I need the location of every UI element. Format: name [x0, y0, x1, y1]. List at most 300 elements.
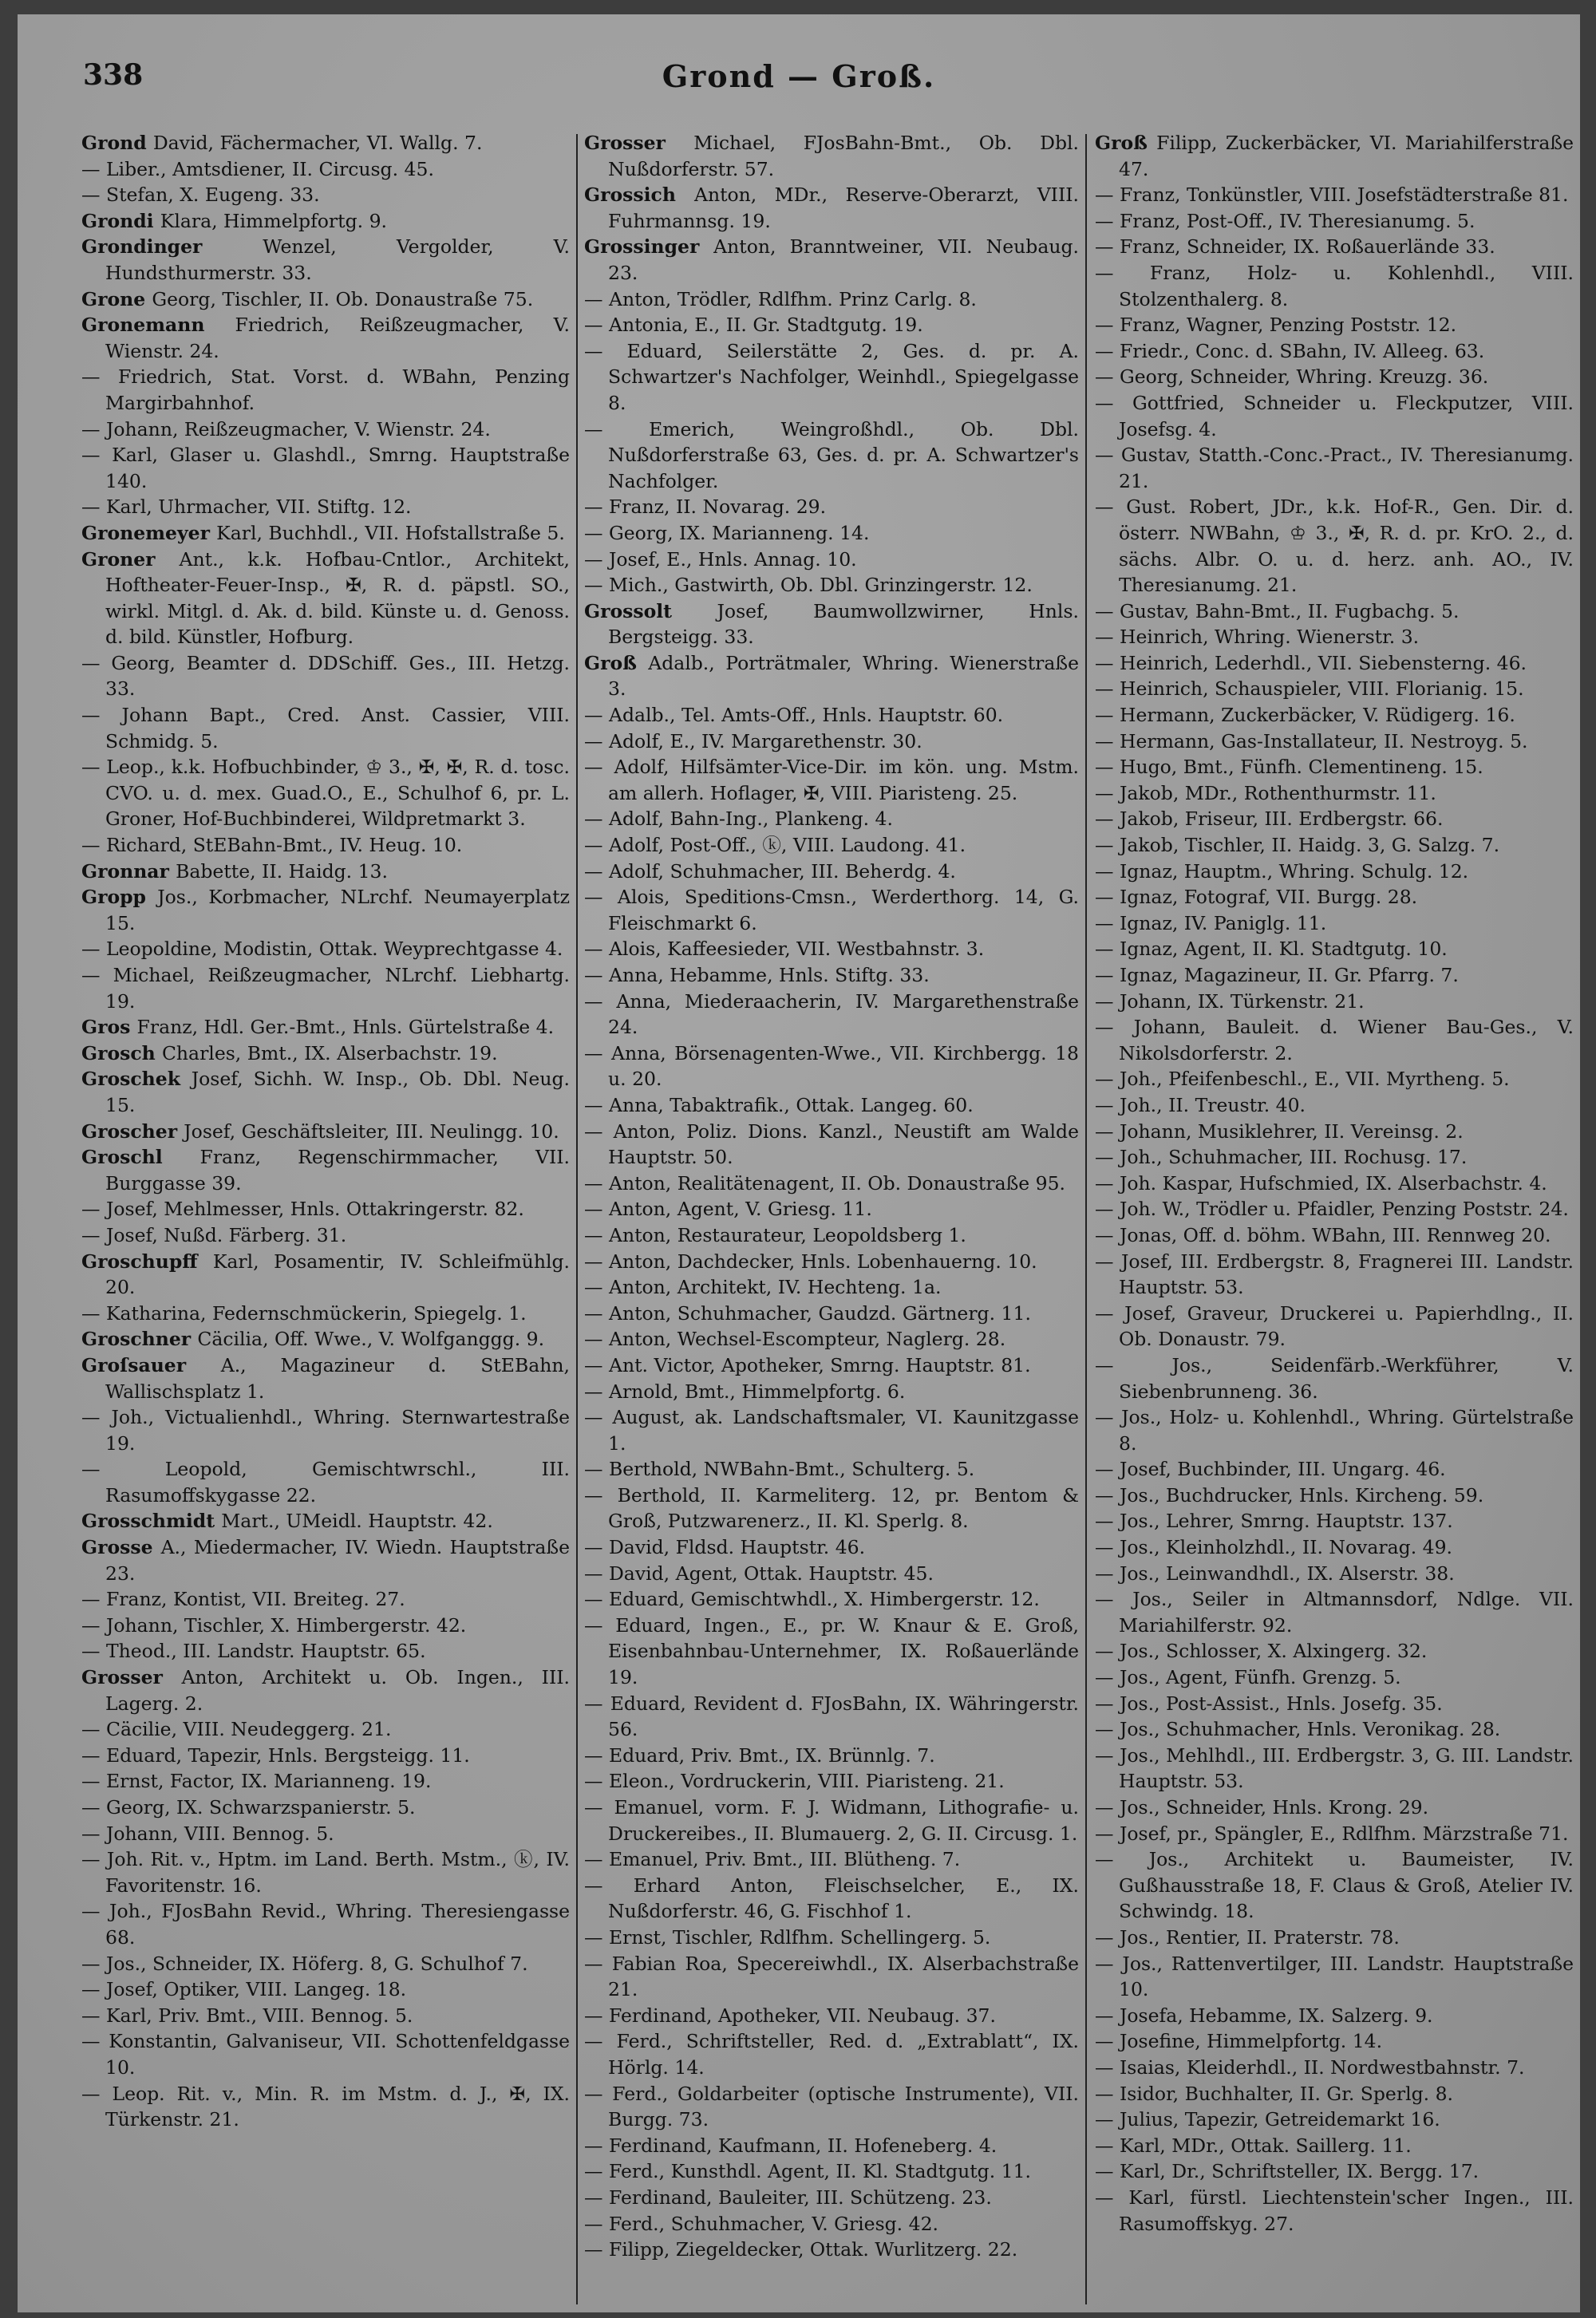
- directory-entry: [1095, 2055, 1574, 2081]
- directory-entry: [81, 1743, 570, 1769]
- entry-text: — Jonas, Off. d. böhm. WBahn, III. Rennweg 20.: [1095, 1223, 1551, 1246]
- directory-entry: [584, 702, 1079, 729]
- entry-text: — Eduard, Tapezir, Hnls. Bergsteigg. 11.: [81, 1743, 470, 1767]
- directory-column-2: [584, 130, 1079, 2263]
- directory-entry: [1095, 624, 1574, 650]
- entry-text: — Jos., Buchdrucker, Hnls. Kircheng. 59.: [1095, 1483, 1484, 1507]
- entry-text: — Josef, E., Hnls. Annag. 10.: [584, 547, 857, 571]
- entry-text: — Eduard, Revident d. FJosBahn, IX. Währingerstr. 56.: [584, 1692, 1079, 1741]
- entry-text: — Karl, Glaser u. Glashdl., Smrng. Hauptstraße 140.: [81, 444, 570, 492]
- directory-entry: [584, 1222, 1079, 1249]
- entry-surname: Groß: [1095, 132, 1157, 154]
- entry-text: — Anna, Tabaktrafik., Ottak. Langeg. 60.: [584, 1093, 974, 1116]
- page-number: 338: [83, 58, 144, 92]
- entry-text: — Karl, Uhrmacher, VII. Stiftg. 12.: [81, 496, 412, 519]
- directory-entry: [81, 1951, 570, 1977]
- entry-text: — Ferd., Schuhmacher, V. Griesg. 42.: [584, 2212, 938, 2235]
- entry-text: — Antonia, E., II. Gr. Stadtgutg. 19.: [584, 314, 923, 337]
- entry-surname: Groscher: [81, 1120, 184, 1143]
- entry-text: — Julius, Tapezir, Getreidemarkt 16.: [1095, 2108, 1440, 2131]
- column-divider: [576, 134, 578, 2304]
- entry-text: — Leopoldine, Modistin, Ottak. Weyprechtgasse 4.: [81, 938, 563, 961]
- entry-text: — Josefa, Hebamme, IX. Salzerg. 9.: [1095, 2004, 1433, 2027]
- entry-text: Anton, MDr., Reserve-Oberarzt, VIII. Fuhrmannsg. 19.: [608, 184, 1079, 232]
- directory-entry: [81, 1821, 570, 1847]
- directory-entry: [81, 1119, 570, 1145]
- directory-entry: [584, 1873, 1079, 1925]
- directory-entry: [584, 2028, 1079, 2080]
- entry-text: — Anton, Restaurateur, Leopoldsberg 1.: [584, 1223, 966, 1246]
- directory-entry: [81, 1534, 570, 1586]
- directory-entry: [584, 520, 1079, 547]
- entry-text: — Ferdinand, Apotheker, VII. Neubaug. 37.: [584, 2004, 996, 2027]
- entry-text: — Ignaz, Agent, II. Kl. Stadtgutg. 10.: [1095, 938, 1448, 961]
- entry-text: — Johann, Reißzeugmacher, V. Wienstr. 24.: [81, 417, 491, 440]
- directory-entry: [584, 1561, 1079, 1587]
- directory-entry: [584, 1613, 1079, 1691]
- directory-entry: [81, 1041, 570, 1067]
- directory-entry: [81, 936, 570, 962]
- page-header: [18, 58, 1580, 114]
- directory-entry: [584, 1795, 1079, 1846]
- entry-text: — Gustav, Statth.-Conc.-Pract., IV. Theresianumg. 21.: [1095, 444, 1574, 492]
- entry-text: — Adolf, Bahn-Ing., Plankeng. 4.: [584, 808, 893, 831]
- directory-entry: [584, 806, 1079, 832]
- directory-entry: [584, 494, 1079, 520]
- entry-text: — Josef, Graveur, Druckerei u. Papierhdlng., II. Ob. Donaustr. 79.: [1095, 1301, 1574, 1351]
- entry-text: — Jos., Schneider, Hnls. Krong. 29.: [1095, 1796, 1429, 1818]
- directory-entry: [81, 1898, 570, 1950]
- directory-entry: [1095, 1092, 1574, 1119]
- entry-text: — Cäcilie, VIII. Neudeggerg. 21.: [81, 1718, 392, 1741]
- directory-entry: [1095, 910, 1574, 937]
- entry-text: — David, Fldsd. Hauptstr. 46.: [584, 1536, 866, 1559]
- directory-entry: [1095, 1691, 1574, 1717]
- directory-entry: [584, 729, 1079, 755]
- directory-entry: [81, 2028, 570, 2080]
- entry-text: — Johann Bapt., Cred. Anst. Cassier, VIII. Schmidg. 5.: [81, 704, 570, 752]
- entry-text: Michael, FJosBahn-Bmt., Ob. Dbl. Nußdorferstr. 57.: [608, 132, 1079, 180]
- directory-entry: [1095, 754, 1574, 780]
- directory-entry: [584, 936, 1079, 962]
- entry-text: — Franz, Holz- u. Kohlenhdl., VIII. Stolzenthalerg. 8.: [1095, 261, 1574, 310]
- directory-entry: [81, 1638, 570, 1664]
- entry-text: — Jos., Schuhmacher, Hnls. Veronikag. 28.: [1095, 1718, 1501, 1741]
- entry-text: — Ignaz, Hauptm., Whring. Schulg. 12.: [1095, 859, 1469, 883]
- directory-entry: [584, 1846, 1079, 1873]
- directory-entry: [584, 1171, 1079, 1197]
- directory-entry: [1095, 1534, 1574, 1561]
- directory-entry: [81, 832, 570, 859]
- entry-text: — Liber., Amtsdiener, II. Circusg. 45.: [81, 157, 434, 180]
- entry-text: A., Miedermacher, IV. Wiedn. Hauptstraße 23.: [105, 1536, 570, 1585]
- entry-text: — Johann, Musiklehrer, II. Vereinsg. 2.: [1095, 1120, 1464, 1143]
- directory-entry: [81, 417, 570, 443]
- entry-text: — Konstantin, Galvaniseur, VII. Schottenfeldgasse 10.: [81, 2030, 570, 2079]
- directory-entry: [81, 1613, 570, 1639]
- entry-text: — Georg, Beamter d. DDSchiff. Ges., III. Hetzg. 33.: [81, 651, 570, 701]
- directory-entry: [584, 1483, 1079, 1534]
- entry-surname: Grond: [81, 132, 153, 154]
- directory-entry: [584, 1534, 1079, 1561]
- directory-entry: [81, 1066, 570, 1118]
- entry-text: — Anton, Agent, V. Griesg. 11.: [584, 1198, 872, 1221]
- entry-text: — Joh., Schuhmacher, III. Rochusg. 17.: [1095, 1146, 1468, 1169]
- entry-text: — Filipp, Ziegeldecker, Ottak. Wurlitzerg. 22.: [584, 2238, 1018, 2261]
- entry-text: — Adolf, E., IV. Margarethenstr. 30.: [584, 729, 922, 752]
- entry-text: — Heinrich, Schauspieler, VIII. Florianig. 15.: [1095, 677, 1524, 701]
- directory-entry: [1095, 859, 1574, 885]
- entry-text: — Franz, Tonkünstler, VIII. Josefstädterstraße 81.: [1095, 184, 1569, 207]
- entry-text: — Johann, Bauleit. d. Wiener Bau-Ges., V. Nikolsdorferstr. 2.: [1095, 1016, 1574, 1064]
- entry-text: — Jos., Post-Assist., Hnls. Josefg. 35.: [1095, 1692, 1443, 1715]
- directory-entry: [1095, 1014, 1574, 1066]
- directory-entry: [1095, 1638, 1574, 1664]
- entry-surname: Grosschmidt: [81, 1510, 222, 1533]
- directory-entry: [584, 2133, 1079, 2159]
- entry-text: — Emanuel, Priv. Bmt., III. Blütheng. 7.: [584, 1848, 961, 1871]
- entry-text: — Isaias, Kleiderhdl., II. Nordwestbahnstr. 7.: [1095, 2055, 1525, 2079]
- directory-entry: [1095, 1066, 1574, 1092]
- directory-entry: [81, 1976, 570, 2003]
- entry-text: — Johann, Tischler, X. Himbergerstr. 42.: [81, 1613, 467, 1637]
- directory-entry: [584, 832, 1079, 859]
- directory-entry: [1095, 2185, 1574, 2237]
- directory-entry: [81, 1249, 570, 1301]
- directory-entry: [584, 1691, 1079, 1743]
- entry-surname: Groschner: [81, 1328, 198, 1351]
- entry-text: — Hermann, Zuckerbäcker, V. Rüdigerg. 16.: [1095, 704, 1515, 727]
- directory-entry: [584, 1743, 1079, 1769]
- directory-entry: [1095, 1144, 1574, 1171]
- entry-text: Franz, Regenschirmmacher, VII. Burggasse 39.: [105, 1146, 570, 1195]
- directory-column-3: [1095, 130, 1574, 2237]
- entry-text: Karl, Posamentir, IV. Schleifmühlg. 20.: [105, 1250, 570, 1299]
- directory-entry: [1095, 2107, 1574, 2133]
- entry-text: — Franz, II. Novarag. 29.: [584, 496, 827, 519]
- entry-text: — Georg, Schneider, Whring. Kreuzg. 36.: [1095, 365, 1489, 389]
- directory-entry: [81, 286, 570, 313]
- entry-text: — Franz, Kontist, VII. Breiteg. 27.: [81, 1588, 405, 1611]
- entry-text: Anton, Branntweiner, VII. Neubaug. 23.: [608, 235, 1079, 284]
- directory-entry: [81, 1846, 570, 1898]
- directory-entry: [81, 1664, 570, 1716]
- directory-entry: [584, 1326, 1079, 1352]
- entry-surname: Grossolt: [584, 599, 717, 622]
- directory-entry: [1095, 1119, 1574, 1145]
- directory-entry: [1095, 1483, 1574, 1509]
- entry-text: — Ferd., Goldarbeiter (optische Instrumente), VII. Burgg. 73.: [584, 2082, 1079, 2131]
- entry-text: — Adalb., Tel. Amts-Off., Hnls. Hauptstr. 60.: [584, 704, 1004, 727]
- directory-entry: [81, 1795, 570, 1821]
- directory-entry: [81, 1508, 570, 1534]
- entry-text: — David, Agent, Ottak. Hauptstr. 45.: [584, 1562, 934, 1585]
- entry-text: David, Fächermacher, VI. Wallg. 7.: [152, 132, 483, 154]
- directory-entry: [1095, 1664, 1574, 1691]
- directory-entry: [81, 208, 570, 235]
- directory-entry: [81, 182, 570, 208]
- entry-surname: Groſsauer: [81, 1353, 221, 1376]
- entry-text: — Jos., Seidenfärb.-Werkführer, V. Siebenbrunneng. 36.: [1095, 1353, 1574, 1403]
- entry-text: — Johann, IX. Türkenstr. 21.: [1095, 989, 1365, 1013]
- entry-text: — Anna, Miederaacherin, IV. Margarethenstraße 24.: [584, 989, 1079, 1039]
- directory-entry: [1095, 1508, 1574, 1534]
- directory-entry: [1095, 1404, 1574, 1456]
- entry-text: — Josef, Buchbinder, III. Ungarg. 46.: [1095, 1458, 1446, 1481]
- entry-text: Josef, Sichh. W. Insp., Ob. Dbl. Neug. 15.: [105, 1068, 570, 1116]
- entry-text: — Jos., Rentier, II. Praterstr. 78.: [1095, 1925, 1400, 1949]
- directory-entry: [81, 494, 570, 520]
- entry-text: Filipp, Zuckerbäcker, VI. Mariahilferstraße 47.: [1119, 132, 1574, 180]
- entry-text: Wenzel, Vergolder, V. Hundsthurmerstr. 33.: [105, 235, 570, 284]
- directory-entry: [81, 884, 570, 936]
- entry-text: — Georg, IX. Marianneng. 14.: [584, 521, 870, 544]
- directory-entry: [584, 2003, 1079, 2029]
- directory-entry: [584, 1586, 1079, 1613]
- entry-text: — Arnold, Bmt., Himmelpfortg. 6.: [584, 1380, 906, 1403]
- directory-entry: [81, 130, 570, 156]
- directory-entry: [1095, 2028, 1574, 2055]
- entry-text: — Karl, MDr., Ottak. Saillerg. 11.: [1095, 2134, 1412, 2157]
- directory-entry: [584, 1274, 1079, 1301]
- directory-entry: [1095, 884, 1574, 910]
- directory-entry: [81, 312, 570, 364]
- directory-entry: [584, 859, 1079, 885]
- entry-text: — August, ak. Landschaftsmaler, VI. Kaunitzgasse 1.: [584, 1406, 1079, 1455]
- entry-text: — Heinrich, Lederhdl., VII. Siebensterng. 46.: [1095, 651, 1527, 674]
- entry-text: — Jos., Schlosser, X. Alxingerg. 32.: [1095, 1640, 1428, 1663]
- entry-text: — Ant. Victor, Apotheker, Smrng. Hauptstr. 81.: [584, 1353, 1031, 1376]
- entry-text: — Karl, Priv. Bmt., VIII. Bennog. 5.: [81, 2004, 413, 2027]
- directory-entry: [1095, 494, 1574, 598]
- entry-text: — Jos., Agent, Fünfh. Grenzg. 5.: [1095, 1666, 1401, 1689]
- entry-surname: Groschupff: [81, 1250, 213, 1273]
- directory-entry: [1095, 1171, 1574, 1197]
- directory-page: [18, 14, 1580, 2312]
- entry-text: — Adolf, Post-Off., ⓚ, VIII. Laudong. 41.: [584, 834, 966, 857]
- entry-text: — Joh., Victualienhdl., Whring. Sternwartestraße 19.: [81, 1406, 570, 1455]
- entry-text: Adalb., Porträtmaler, Whring. Wienerstraße 3.: [608, 651, 1079, 701]
- entry-text: — Adolf, Hilfsämter-Vice-Dir. im kön. ung. Mstm. am allerh. Hoflager, ✠, VIII. Piaristeng. 25.: [584, 756, 1079, 804]
- entry-text: — Alois, Speditions-Cmsn., Werderthorg. 14, G. Fleischmarkt 6.: [584, 886, 1079, 934]
- entry-text: — Johann, VIII. Bennog. 5.: [81, 1822, 334, 1845]
- directory-entry: [1095, 130, 1574, 182]
- directory-entry: [584, 989, 1079, 1041]
- directory-entry: [81, 859, 570, 885]
- entry-surname: Groschek: [81, 1068, 192, 1091]
- directory-entry: [584, 547, 1079, 573]
- directory-entry: [81, 2081, 570, 2133]
- directory-entry: [81, 234, 570, 286]
- entry-surname: Gropp: [81, 886, 158, 909]
- directory-entry: [584, 1041, 1079, 1092]
- directory-entry: [81, 1014, 570, 1041]
- directory-entry: [81, 1352, 570, 1404]
- entry-text: — Eduard, Gemischtwhdl., X. Himbergerstr. 12.: [584, 1588, 1040, 1611]
- entry-text: — Joh. Kaspar, Hufschmied, IX. Alserbachstr. 4.: [1095, 1171, 1547, 1195]
- entry-text: — Joh., FJosBahn Revid., Whring. Theresiengasse 68.: [81, 1900, 570, 1949]
- entry-text: — Franz, Post-Off., IV. Theresianumg. 5.: [1095, 209, 1476, 232]
- directory-entry: [1095, 1249, 1574, 1301]
- directory-entry: [1095, 1716, 1574, 1743]
- entry-text: — Leop. Rit. v., Min. R. im Mstm. d. J., ✠, IX. Türkenstr. 21.: [81, 2082, 570, 2131]
- entry-surname: Gronemeyer: [81, 521, 217, 544]
- directory-entry: [584, 572, 1079, 598]
- entry-text: — Josef, pr., Spängler, E., Rdlfhm. Märzstraße 71.: [1095, 1822, 1569, 1845]
- entry-text: — Jos., Holz- u. Kohlenhdl., Whring. Gürtelstraße 8.: [1095, 1406, 1574, 1455]
- directory-entry: [81, 754, 570, 832]
- entry-text: — Josef, Mehlmesser, Hnls. Ottakringerstr. 82.: [81, 1198, 524, 1221]
- directory-entry: [1095, 208, 1574, 235]
- entry-text: Babette, II. Haidg. 13.: [176, 859, 388, 883]
- directory-entry: [81, 1586, 570, 1613]
- directory-entry: [1095, 1586, 1574, 1638]
- entry-text: — Jos., Kleinholzhdl., II. Novarag. 49.: [1095, 1536, 1453, 1559]
- entry-text: — Mich., Gastwirth, Ob. Dbl. Grinzingerstr. 12.: [584, 574, 1033, 597]
- directory-entry: [1095, 1301, 1574, 1352]
- entry-text: — Anna, Hebamme, Hnls. Stiftg. 33.: [584, 964, 930, 986]
- directory-entry: [1095, 2158, 1574, 2185]
- entry-surname: Gronemann: [81, 314, 235, 337]
- directory-entry: [1095, 442, 1574, 494]
- directory-entry: [1095, 962, 1574, 989]
- entry-text: — Ernst, Tischler, Rdlfhm. Schellingerg. 5.: [584, 1925, 991, 1949]
- directory-entry: [584, 2081, 1079, 2133]
- entry-text: Josef, Geschäftsleiter, III. Neulingg. 10.: [184, 1120, 559, 1143]
- entry-text: — Joh. W., Trödler u. Pfaidler, Penzing Poststr. 24.: [1095, 1198, 1569, 1221]
- entry-text: — Gust. Robert, JDr., k.k. Hof-R., Gen. Dir. d. österr. NWBahn, ♔ 3., ✠, R. d. pr. KrO. 2., d. sächs. Albr. O. u. d. herz. anh. AO., IV. Theresianumg. 21.: [1095, 496, 1574, 597]
- entry-text: — Theod., III. Landstr. Hauptstr. 65.: [81, 1640, 426, 1663]
- directory-entry: [1095, 338, 1574, 365]
- entry-text: — Ferdinand, Bauleiter, III. Schützeng. 23.: [584, 2186, 992, 2209]
- entry-text: — Jos., Seiler in Altmannsdorf, Ndlge. VII. Mariahilferstr. 92.: [1095, 1588, 1574, 1637]
- entry-text: — Ignaz, Fotograf, VII. Burgg. 28.: [1095, 886, 1418, 909]
- directory-entry: [584, 1196, 1079, 1222]
- entry-surname: Groner: [81, 547, 180, 571]
- entry-text: — Michael, Reißzeugmacher, NLrchf. Liebhartg. 19.: [81, 964, 570, 1013]
- directory-entry: [81, 1196, 570, 1222]
- entry-text: — Ignaz, IV. Paniglg. 11.: [1095, 911, 1327, 934]
- directory-entry: [584, 1768, 1079, 1795]
- directory-entry: [81, 2003, 570, 2029]
- directory-entry: [1095, 1196, 1574, 1222]
- directory-entry: [1095, 1743, 1574, 1795]
- entry-text: — Eduard, Ingen., E., pr. W. Knaur & E. Groß, Eisenbahnbau-Unternehmer, IX. Roßauerlände 19.: [584, 1613, 1079, 1689]
- entry-text: — Anton, Dachdecker, Hnls. Lobenhauerng. 10.: [584, 1250, 1037, 1273]
- entry-text: — Jos., Schneider, IX. Höferg. 8, G. Schulhof 7.: [81, 1952, 528, 1975]
- entry-text: — Berthold, NWBahn-Bmt., Schulterg. 5.: [584, 1458, 975, 1481]
- entry-text: — Joh., Pfeifenbeschl., E., VII. Myrtheng. 5.: [1095, 1068, 1510, 1091]
- entry-text: — Eduard, Priv. Bmt., IX. Brünnlg. 7.: [584, 1743, 935, 1767]
- entry-text: Karl, Buchhdl., VII. Hofstallstraße 5.: [216, 521, 565, 544]
- directory-entry: [1095, 260, 1574, 312]
- directory-entry: [81, 1404, 570, 1456]
- entry-surname: Grossinger: [584, 235, 714, 259]
- entry-text: — Berthold, II. Karmeliterg. 12, pr. Bentom & Groß, Putzwarenerz., II. Kl. Sperlg. 8.: [584, 1483, 1079, 1533]
- entry-text: — Jos., Lehrer, Smrng. Hauptstr. 137.: [1095, 1510, 1453, 1533]
- entry-text: — Leopold, Gemischtwrschl., III. Rasumoffskygasse 22.: [81, 1458, 570, 1507]
- entry-text: — Hermann, Gas-Installateur, II. Nestroyg. 5.: [1095, 729, 1528, 752]
- directory-entry: [1095, 832, 1574, 859]
- entry-surname: Grondinger: [81, 235, 263, 259]
- entry-text: — Adolf, Schuhmacher, III. Beherdg. 4.: [584, 859, 956, 883]
- entry-text: Friedrich, Reißzeugmacher, V. Wienstr. 24.: [105, 314, 571, 362]
- directory-entry: [584, 1352, 1079, 1379]
- entry-text: — Alois, Kaffeesieder, VII. Westbahnstr. 3.: [584, 938, 985, 961]
- entry-text: Mart., UMeidl. Hauptstr. 42.: [221, 1510, 493, 1533]
- entry-surname: Groß: [584, 651, 649, 674]
- directory-entry: [81, 702, 570, 754]
- entry-text: — Stefan, X. Eugeng. 33.: [81, 184, 320, 207]
- directory-entry: [81, 520, 570, 547]
- entry-surname: Grosser: [81, 1666, 182, 1689]
- directory-entry: [1095, 650, 1574, 677]
- directory-entry: [1095, 182, 1574, 208]
- directory-entry: [1095, 1456, 1574, 1483]
- directory-entry: [1095, 364, 1574, 390]
- directory-entry: [1095, 390, 1574, 442]
- entry-text: — Ferd., Kunsthdl. Agent, II. Kl. Stadtgutg. 11.: [584, 2160, 1032, 2183]
- entry-text: — Jos., Architekt u. Baumeister, IV. Gußhausstraße 18, F. Claus & Groß, Atelier IV. Schwindg. 18.: [1095, 1848, 1574, 1923]
- entry-text: — Karl, Dr., Schriftsteller, IX. Bergg. 17.: [1095, 2160, 1479, 2183]
- directory-entry: [1095, 1352, 1574, 1404]
- directory-entry: [584, 2158, 1079, 2185]
- entry-surname: Grone: [81, 287, 152, 310]
- directory-entry: [81, 1326, 570, 1352]
- entry-text: Charles, Bmt., IX. Alserbachstr. 19.: [161, 1041, 498, 1064]
- directory-entry: [584, 1404, 1079, 1456]
- entry-text: Cäcilia, Off. Wwe., V. Wolfganggg. 9.: [197, 1328, 545, 1351]
- entry-text: — Leop., k.k. Hofbuchbinder, ♔ 3., ✠, ✠, R. d. tosc. CVO. u. d. mex. Guad.O., E., Schulhof 6, pr. L. Groner, Hof-Buchbinderei, Wildpretmarkt 3.: [81, 756, 570, 831]
- entry-surname: Grossich: [584, 184, 694, 207]
- entry-text: — Ignaz, Magazineur, II. Gr. Pfarrg. 7.: [1095, 964, 1459, 986]
- directory-entry: [1095, 234, 1574, 260]
- entry-text: — Friedr., Conc. d. SBahn, IV. Alleeg. 63.: [1095, 339, 1485, 362]
- entry-text: — Georg, IX. Schwarzspanierstr. 5.: [81, 1796, 416, 1818]
- entry-text: — Richard, StEBahn-Bmt., IV. Heug. 10.: [81, 834, 463, 857]
- directory-entry: [584, 338, 1079, 417]
- entry-text: — Josef, Optiker, VIII. Langeg. 18.: [81, 1978, 407, 2001]
- entry-text: — Eduard, Seilerstätte 2, Ges. d. pr. A. Schwartzer's Nachfolger, Weinhdl., Spiegelgasse 8.: [584, 339, 1079, 414]
- directory-entry: [584, 962, 1079, 989]
- entry-text: — Josef, III. Erdbergstr. 8, Fragnerei III. Landstr. Hauptstr. 53.: [1095, 1250, 1574, 1299]
- directory-entry: [81, 1768, 570, 1795]
- entry-text: — Karl, fürstl. Liechtenstein'scher Ingen., III. Rasumoffskyg. 27.: [1095, 2186, 1574, 2235]
- directory-entry: [584, 130, 1079, 182]
- directory-entry: [584, 1379, 1079, 1405]
- entry-text: — Jos., Rattenvertilger, III. Landstr. Hauptstraße 10.: [1095, 1952, 1574, 2001]
- entry-text: — Jakob, Friseur, III. Erdbergstr. 66.: [1095, 808, 1444, 831]
- directory-entry: [584, 650, 1079, 702]
- entry-text: — Anton, Wechsel-Escompteur, Naglerg. 28.: [584, 1328, 1006, 1351]
- directory-entry: [81, 1222, 570, 1249]
- entry-text: Anton, Architekt u. Ob. Ingen., III. Lagerg. 2.: [105, 1666, 570, 1715]
- directory-entry: [584, 1456, 1079, 1483]
- entry-text: — Gustav, Bahn-Bmt., II. Fugbachg. 5.: [1095, 599, 1460, 622]
- directory-entry: [1095, 1925, 1574, 1951]
- entry-text: — Isidor, Buchhalter, II. Gr. Sperlg. 8.: [1095, 2082, 1453, 2105]
- directory-entry: [584, 417, 1079, 495]
- entry-text: Jos., Korbmacher, NLrchf. Neumayerplatz 15.: [105, 886, 571, 934]
- entry-surname: Grosse: [81, 1536, 161, 1559]
- entry-text: — Jakob, Tischler, II. Haidg. 3, G. Salzg. 7.: [1095, 834, 1500, 857]
- entry-text: Klara, Himmelpfortg. 9.: [160, 209, 388, 232]
- directory-entry: [584, 754, 1079, 806]
- entry-text: — Anton, Architekt, IV. Hechteng. 1a.: [584, 1276, 942, 1299]
- entry-text: — Gottfried, Schneider u. Fleckputzer, VIII. Josefsg. 4.: [1095, 391, 1574, 440]
- directory-entry: [81, 650, 570, 702]
- entry-text: A., Magazineur d. StEBahn, Wallischsplatz 1.: [105, 1353, 570, 1403]
